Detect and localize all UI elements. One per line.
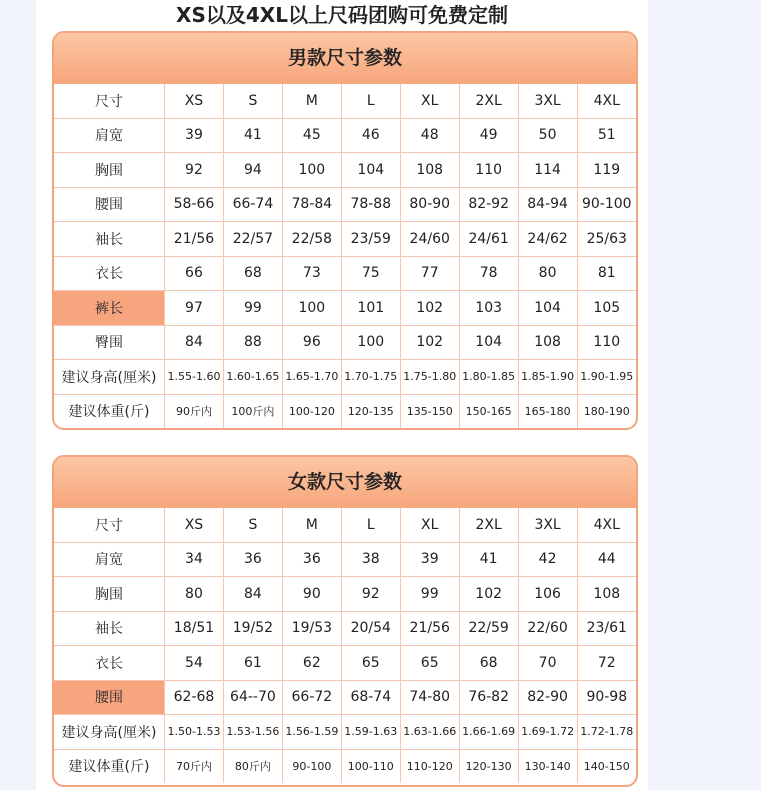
- table-row: [54, 118, 636, 153]
- table-row: [54, 680, 636, 715]
- table-cell: 78-88: [341, 187, 400, 222]
- men-size-title: 男款尺寸参数: [54, 33, 636, 84]
- table-cell: 66: [165, 256, 224, 291]
- table-cell: 1.66-1.69: [459, 715, 518, 750]
- table-cell: 104: [459, 325, 518, 360]
- table-cell: 36: [223, 542, 282, 577]
- table-cell: 1.60-1.65: [223, 360, 282, 395]
- page-headline: XS以及4XL以上尺码团购可免费定制: [176, 3, 508, 27]
- table-cell: XL: [400, 84, 459, 118]
- table-cell: 21/56: [165, 222, 224, 257]
- table-cell: 51: [577, 118, 636, 153]
- table-cell: 1.85-1.90: [518, 360, 577, 395]
- table-cell: 76-82: [459, 680, 518, 715]
- table-cell: 90-100: [577, 187, 636, 222]
- table-cell: 82-90: [518, 680, 577, 715]
- table-cell: 70斤内: [165, 749, 224, 783]
- table-row: [54, 153, 636, 188]
- table-row: [54, 646, 636, 681]
- row-label: 建议体重(斤): [54, 394, 165, 428]
- table-row: [54, 394, 636, 428]
- table-cell: 74-80: [400, 680, 459, 715]
- table-cell: 45: [282, 118, 341, 153]
- table-cell: 36: [282, 542, 341, 577]
- table-cell: 75: [341, 256, 400, 291]
- table-cell: 68: [459, 646, 518, 681]
- table-cell: 68-74: [341, 680, 400, 715]
- table-cell: 34: [165, 542, 224, 577]
- table-cell: 41: [459, 542, 518, 577]
- table-cell: 105: [577, 291, 636, 326]
- table-cell: 18/51: [165, 611, 224, 646]
- table-row: [54, 325, 636, 360]
- table-cell: 41: [223, 118, 282, 153]
- table-cell: 82-92: [459, 187, 518, 222]
- table-row: [54, 256, 636, 291]
- row-label: 臀围: [54, 325, 165, 360]
- table-cell: 1.70-1.75: [341, 360, 400, 395]
- table-cell: 106: [518, 577, 577, 612]
- table-cell: 84: [165, 325, 224, 360]
- table-cell: 48: [400, 118, 459, 153]
- table-cell: 108: [518, 325, 577, 360]
- row-label: 尺寸: [54, 84, 165, 118]
- table-cell: XL: [400, 508, 459, 542]
- table-cell: 180-190: [583, 404, 630, 418]
- table-cell: 96: [282, 325, 341, 360]
- men-size-table: [54, 84, 636, 428]
- table-row: [54, 611, 636, 646]
- table-cell: 66-72: [282, 680, 341, 715]
- table-cell: 61: [223, 646, 282, 681]
- table-cell: 24/61: [459, 222, 518, 257]
- women-size-card: [52, 455, 638, 787]
- women-size-title: 女款尺寸参数: [54, 457, 636, 508]
- table-cell: 102: [400, 325, 459, 360]
- table-cell: 99: [223, 291, 282, 326]
- row-label: 肩宽: [54, 542, 165, 577]
- table-cell: 90斤内: [165, 394, 224, 428]
- table-cell: 100: [282, 153, 341, 188]
- table-cell: 3XL: [518, 508, 577, 542]
- table-cell: 80: [165, 577, 224, 612]
- table-cell: 80-90: [400, 187, 459, 222]
- table-cell: 100: [282, 291, 341, 326]
- table-cell: 70: [518, 646, 577, 681]
- men-size-card: [52, 31, 638, 430]
- table-cell: 1.72-1.78: [577, 715, 636, 750]
- table-cell: 22/60: [518, 611, 577, 646]
- table-cell: 94: [223, 153, 282, 188]
- table-cell: 78-84: [282, 187, 341, 222]
- table-cell: 102: [459, 577, 518, 612]
- row-label: 衣长: [54, 646, 165, 681]
- table-row: [54, 749, 636, 783]
- table-cell: 1.69-1.72: [518, 715, 577, 750]
- row-label: 衣长: [54, 256, 165, 291]
- table-cell: 103: [459, 291, 518, 326]
- table-cell: L: [341, 84, 400, 118]
- table-cell: 120-130: [459, 749, 518, 783]
- table-cell: 101: [341, 291, 400, 326]
- table-cell: 108: [400, 153, 459, 188]
- table-cell: 20/54: [341, 611, 400, 646]
- table-cell: 102: [400, 291, 459, 326]
- table-cell: 81: [577, 256, 636, 291]
- table-cell: 2XL: [459, 508, 518, 542]
- table-cell: 130-140: [518, 749, 577, 783]
- table-cell: L: [341, 508, 400, 542]
- table-cell: 1.55-1.60: [165, 360, 224, 395]
- table-cell: 23/61: [577, 611, 636, 646]
- table-cell: 1.90-1.95: [577, 360, 636, 395]
- table-cell: 19/53: [282, 611, 341, 646]
- table-cell: 135-150: [400, 394, 459, 428]
- table-cell: 104: [518, 291, 577, 326]
- table-cell: 1.56-1.59: [282, 715, 341, 750]
- table-row: [54, 360, 636, 395]
- table-row: [54, 577, 636, 612]
- table-cell: 25/63: [577, 222, 636, 257]
- table-cell: 22/57: [223, 222, 282, 257]
- row-label: 腰围: [54, 680, 165, 715]
- row-label: 建议体重(斤): [54, 749, 165, 783]
- table-cell: 100: [341, 325, 400, 360]
- table-cell: 39: [400, 542, 459, 577]
- table-cell: 1.59-1.63: [341, 715, 400, 750]
- table-cell: 65: [400, 646, 459, 681]
- table-cell: M: [282, 84, 341, 118]
- table-row: [54, 187, 636, 222]
- table-row: [54, 542, 636, 577]
- table-cell: 114: [518, 153, 577, 188]
- table-cell: 49: [459, 118, 518, 153]
- table-cell: 120-135: [341, 394, 400, 428]
- table-cell: 165-180: [518, 394, 577, 428]
- table-cell: 84-94: [518, 187, 577, 222]
- table-cell: 119: [577, 153, 636, 188]
- table-cell: 110: [577, 325, 636, 360]
- size-chart-page: [36, 0, 648, 790]
- table-cell: 2XL: [459, 84, 518, 118]
- table-row: [54, 222, 636, 257]
- table-cell: 3XL: [518, 84, 577, 118]
- table-cell: XS: [165, 84, 224, 118]
- table-cell: 77: [400, 256, 459, 291]
- table-cell: 84: [223, 577, 282, 612]
- table-cell: 38: [341, 542, 400, 577]
- row-label: 肩宽: [54, 118, 165, 153]
- table-cell: 100-110: [341, 749, 400, 783]
- table-cell: 90-98: [577, 680, 636, 715]
- table-cell: 44: [577, 542, 636, 577]
- table-cell: 24/60: [400, 222, 459, 257]
- row-label: 胸围: [54, 577, 165, 612]
- table-cell: 68: [223, 256, 282, 291]
- table-cell: 22/59: [459, 611, 518, 646]
- table-cell: 108: [577, 577, 636, 612]
- row-label: 裤长: [54, 291, 165, 326]
- table-cell: 24/62: [518, 222, 577, 257]
- table-cell: 90: [282, 577, 341, 612]
- table-cell: 1.80-1.85: [459, 360, 518, 395]
- row-label: 建议身高(厘米): [54, 715, 165, 750]
- table-cell: 72: [577, 646, 636, 681]
- table-cell: 1.50-1.53: [165, 715, 224, 750]
- table-cell: 110-120: [400, 749, 459, 783]
- table-cell: S: [223, 84, 282, 118]
- table-cell: XS: [165, 508, 224, 542]
- table-cell: 110: [459, 153, 518, 188]
- table-cell: 62: [282, 646, 341, 681]
- table-row: [54, 715, 636, 750]
- table-cell: 92: [341, 577, 400, 612]
- table-cell: M: [282, 508, 341, 542]
- table-cell: 90-100: [282, 749, 341, 783]
- table-cell: 99: [400, 577, 459, 612]
- table-cell: 62-68: [165, 680, 224, 715]
- table-cell: 100斤内: [223, 394, 282, 428]
- table-cell: 19/52: [223, 611, 282, 646]
- table-cell: S: [223, 508, 282, 542]
- table-cell: 54: [165, 646, 224, 681]
- table-cell: 100-120: [282, 394, 341, 428]
- row-label: 袖长: [54, 222, 165, 257]
- row-label: 建议身高(厘米): [54, 360, 165, 395]
- table-cell: 4XL: [577, 84, 636, 118]
- table-cell: 104: [341, 153, 400, 188]
- table-row: [54, 84, 636, 118]
- table-cell: 78: [459, 256, 518, 291]
- table-cell: 64--70: [223, 680, 282, 715]
- table-cell: 1.75-1.80: [400, 360, 459, 395]
- table-cell: 1.65-1.70: [282, 360, 341, 395]
- table-row: [54, 291, 636, 326]
- row-label: 腰围: [54, 187, 165, 222]
- table-cell: 80: [518, 256, 577, 291]
- row-label: 胸围: [54, 153, 165, 188]
- table-cell: 73: [282, 256, 341, 291]
- table-cell: 80斤内: [223, 749, 282, 783]
- table-cell: 39: [165, 118, 224, 153]
- table-cell: 58-66: [165, 187, 224, 222]
- table-cell: 97: [165, 291, 224, 326]
- row-label: 尺寸: [54, 508, 165, 542]
- table-cell: 42: [518, 542, 577, 577]
- table-cell: 1.63-1.66: [400, 715, 459, 750]
- table-cell: 92: [165, 153, 224, 188]
- table-cell: 21/56: [400, 611, 459, 646]
- table-cell: 88: [223, 325, 282, 360]
- women-size-table: [54, 508, 636, 783]
- table-cell: 66-74: [223, 187, 282, 222]
- table-cell: 140-150: [583, 759, 630, 773]
- row-label: 袖长: [54, 611, 165, 646]
- table-cell: 4XL: [577, 508, 636, 542]
- table-cell: 150-165: [459, 394, 518, 428]
- table-cell: 1.53-1.56: [223, 715, 282, 750]
- table-row: [54, 508, 636, 542]
- table-cell: 22/58: [282, 222, 341, 257]
- table-cell: 65: [341, 646, 400, 681]
- table-cell: 50: [518, 118, 577, 153]
- table-cell: 23/59: [341, 222, 400, 257]
- table-cell: 46: [341, 118, 400, 153]
